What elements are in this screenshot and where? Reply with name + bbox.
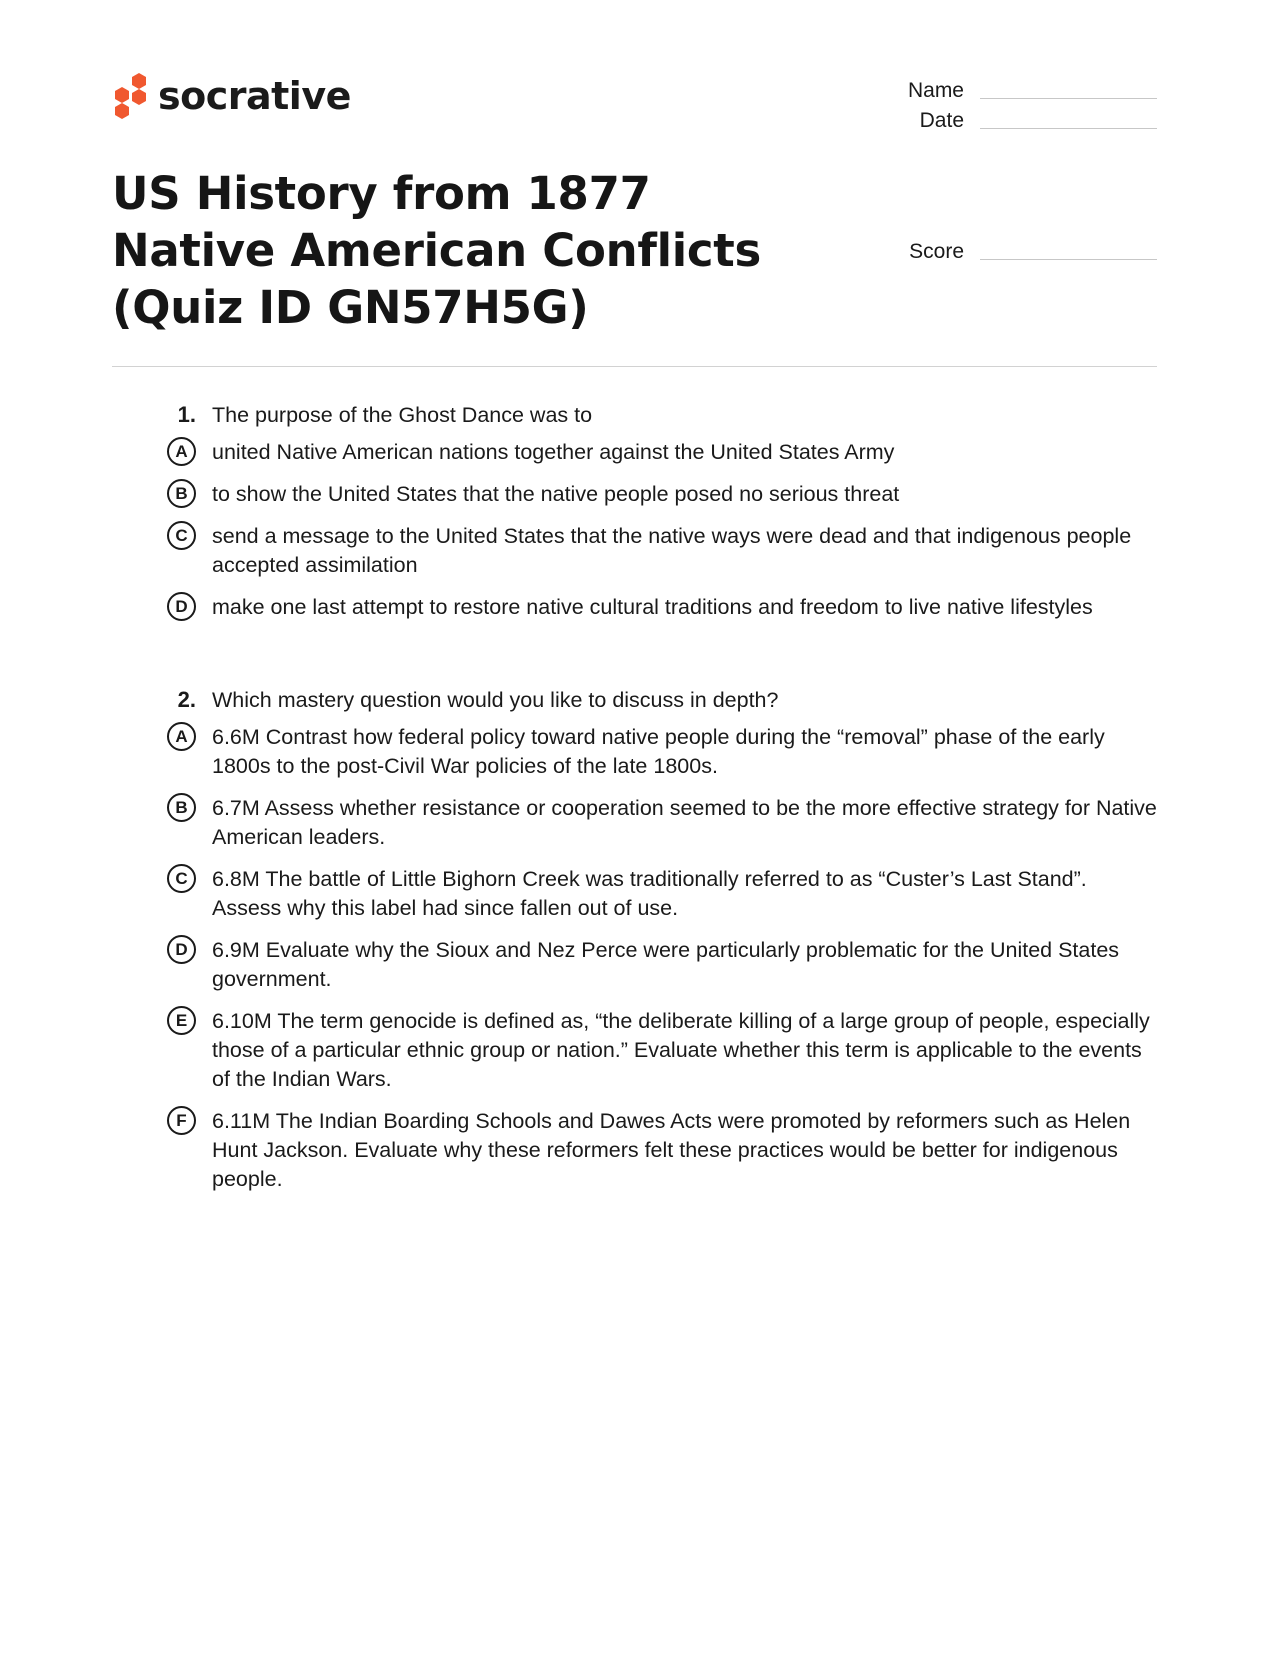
answer-option-f[interactable] (112, 1107, 1157, 1194)
name-field[interactable] (870, 80, 1157, 101)
question-header (112, 400, 1157, 430)
answer-option-e[interactable] (112, 1007, 1157, 1094)
socrative-hexagon-icon (112, 72, 148, 120)
option-text: 6.11M The Indian Boarding Schools and Dawes Acts were promoted by reformers such as Helen Hunt Jackson. Evaluate why these reformers felt these practices would be better for indigenous people. (212, 1109, 1131, 1191)
answer-option-c[interactable] (112, 865, 1157, 923)
logo-wordmark: socrative (158, 74, 351, 118)
answer-option-a[interactable] (112, 438, 1157, 467)
answer-option-b[interactable] (112, 480, 1157, 509)
option-bubble-a[interactable]: A (167, 722, 196, 751)
option-text: make one last attempt to restore native cultural traditions and freedom to live native lifestyles (212, 595, 1093, 619)
score-line[interactable] (980, 259, 1157, 260)
question-2 (112, 685, 1157, 1207)
option-bubble-d[interactable]: D (167, 592, 196, 621)
question-1 (112, 400, 1157, 635)
quiz-title: US History from 1877 Native American Conflicts (Quiz ID GN57H5G) (112, 167, 761, 334)
question-number: 1. (177, 402, 196, 427)
answer-option-c[interactable] (112, 522, 1157, 580)
option-text: 6.7M Assess whether resistance or cooperation seemed to be the more effective strategy for Native American leaders. (212, 796, 1157, 849)
question-prompt: The purpose of the Ghost Dance was to (212, 403, 593, 427)
socrative-logo (112, 70, 351, 122)
answer-option-d[interactable] (112, 593, 1157, 622)
name-label: Name (907, 79, 964, 102)
answer-option-b[interactable] (112, 794, 1157, 852)
question-header (112, 685, 1157, 715)
option-bubble-b[interactable]: B (167, 793, 196, 822)
option-text: to show the United States that the native people posed no serious threat (212, 482, 900, 506)
option-text: 6.10M The term genocide is defined as, “the deliberate killing of a large group of people, especially those of a particular ethnic group or nation.” Evaluate whether this term is applicable to the events of the Indian Wars. (212, 1009, 1150, 1091)
option-text: send a message to the United States that the native ways were dead and that indigenous people accepted assimilation (212, 524, 1132, 577)
option-bubble-b[interactable]: B (167, 479, 196, 508)
option-bubble-a[interactable]: A (167, 437, 196, 466)
name-line[interactable] (980, 98, 1157, 99)
question-prompt: Which mastery question would you like to discuss in depth? (212, 688, 779, 712)
date-field[interactable] (870, 110, 1157, 131)
option-bubble-d[interactable]: D (167, 935, 196, 964)
option-bubble-c[interactable]: C (167, 864, 196, 893)
header-divider (112, 366, 1157, 367)
answer-option-d[interactable] (112, 936, 1157, 994)
date-label: Date (919, 109, 964, 132)
score-label: Score (909, 240, 964, 263)
option-text: 6.6M Contrast how federal policy toward native people during the “removal” phase of the early 1800s to the post-Civil War policies of the late 1800s. (212, 725, 1105, 778)
option-text: 6.9M Evaluate why the Sioux and Nez Perce were particularly problematic for the United States government. (212, 938, 1120, 991)
date-line[interactable] (980, 128, 1157, 129)
answer-option-a[interactable] (112, 723, 1157, 781)
question-number: 2. (177, 687, 196, 712)
option-text: united Native American nations together against the United States Army (212, 440, 895, 464)
option-text: 6.8M The battle of Little Bighorn Creek was traditionally referred to as “Custer’s Last Stand”. Assess why this label had since fallen out of use. (212, 867, 1087, 920)
option-bubble-f[interactable]: F (167, 1106, 196, 1135)
option-bubble-c[interactable]: C (167, 521, 196, 550)
score-field[interactable] (870, 241, 1157, 262)
option-bubble-e[interactable]: E (167, 1006, 196, 1035)
